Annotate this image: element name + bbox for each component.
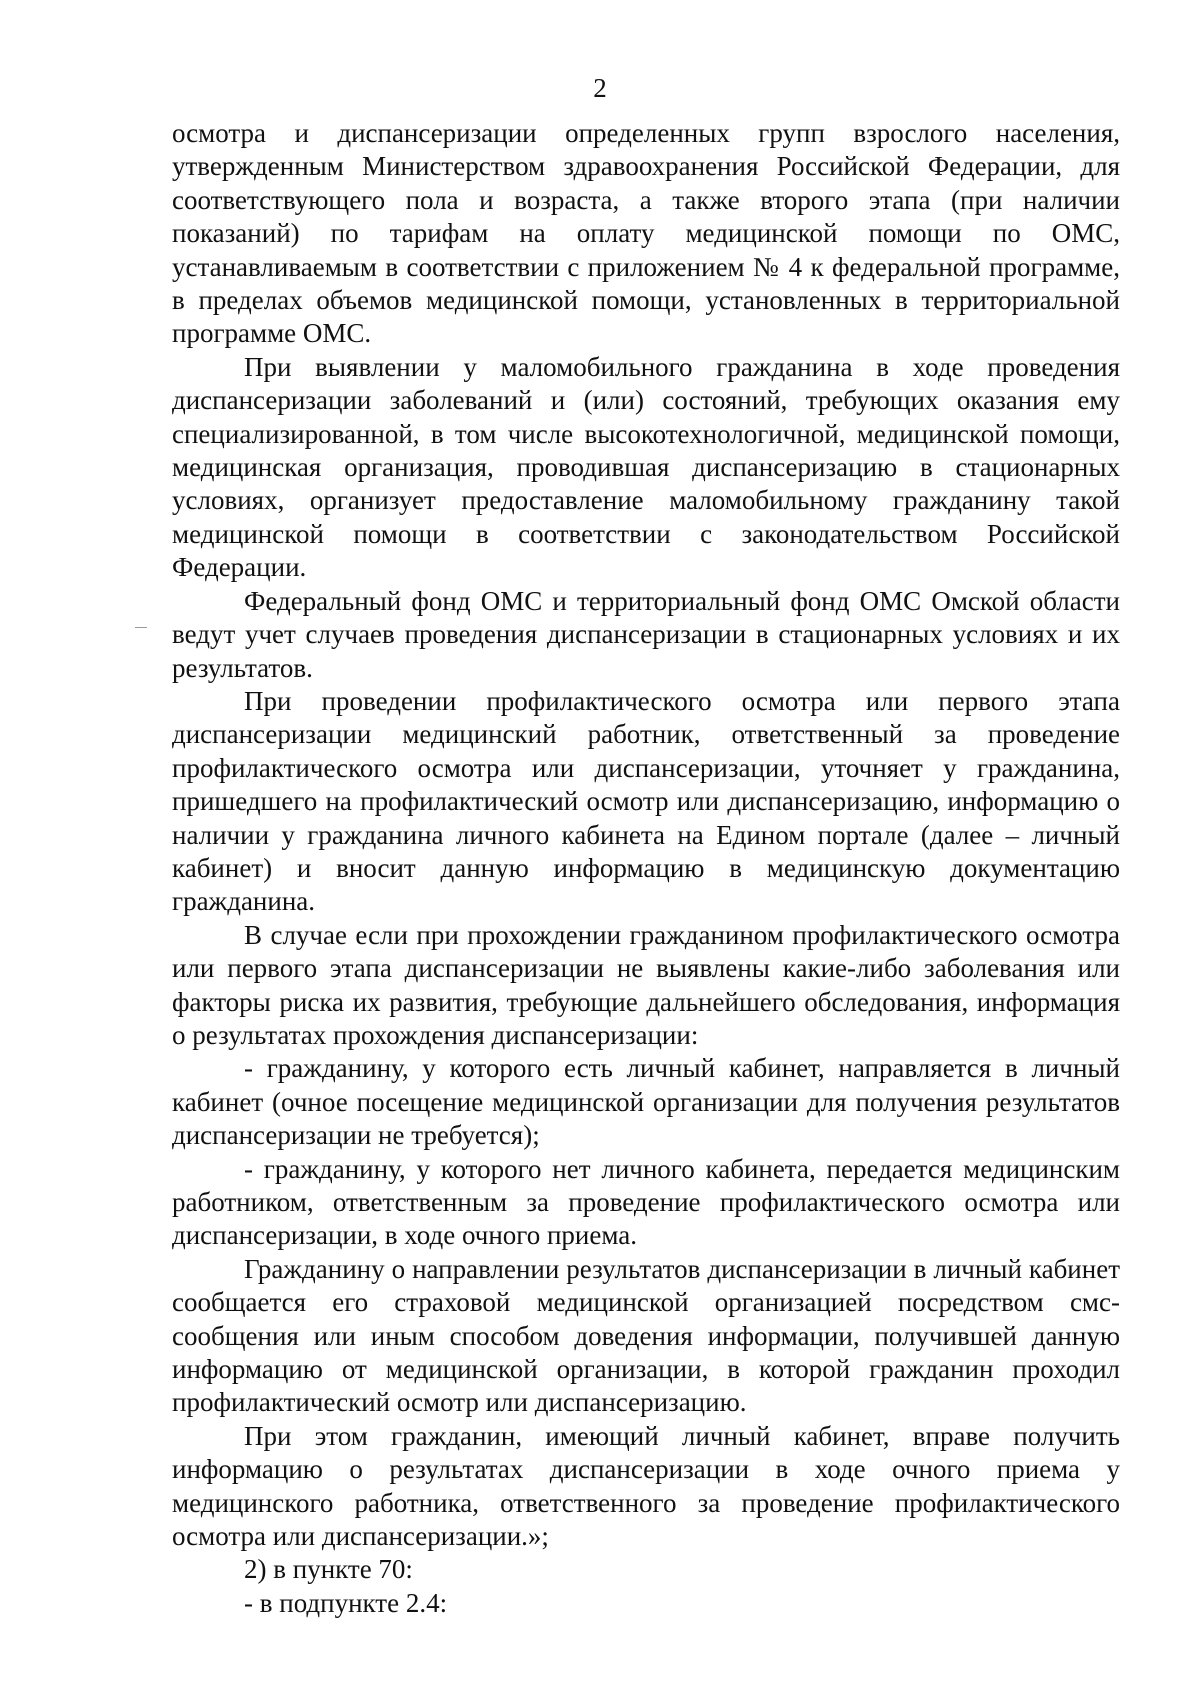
paragraph: При проведении профилактического осмотра или первого этапа диспансеризации медицинский работник, ответственный за проведение профилактического осмотра или диспансеризации, уточняет у гражданина, пришедшего на профилактический осмотр или диспансеризацию, информацию о наличии у гражданина личного кабинета на Едином портале (далее – личный кабинет) и вносит данную информацию в медицинскую документацию гражданина. — [172, 685, 1120, 917]
paragraph: Гражданину о направлении результатов диспансеризации в личный кабинет сообщается его страховой медицинской организацией посредством смс-сообщения или иным способом доведения информации, получившей данную информацию от медицинской организации, в которой гражданин проходил профилактический осмотр или диспансеризацию. — [172, 1253, 1120, 1418]
paragraph-continuation: осмотра и диспансеризации определенных групп взрослого населения, утвержденным Министерством здравоохранения Российской Федерации, для соответствующего пола и возраста, а также второго этапа (при наличии показаний) по тарифам на оплату медицинской помощи по ОМС, устанавливаемым в соответствии с приложением № 4 к федеральной программе, в пределах объемов медицинской помощи, установленных в территориальной программе ОМС. — [172, 118, 1120, 349]
paragraph: Федеральный фонд ОМС и территориальный фонд ОМС Омской области ведут учет случаев проведения диспансеризации в стационарных условиях и их результатов. — [172, 585, 1120, 683]
subclause-item: - в подпункте 2.4: — [244, 1587, 448, 1618]
paragraph: При выявлении у маломобильного гражданина в ходе проведения диспансеризации заболеваний и (или) состояний, требующих оказания ему специализированной, в том числе высокотехнологичной, медицинской помощи, медицинская организация, проводившая диспансеризацию в стационарных условиях, организует предоставление маломобильному гражданину такой медицинской помощи в соответствии с законодательством Российской Федерации. — [172, 351, 1120, 583]
edge-mark — [135, 627, 147, 628]
clause-item: 2) в пункте 70: — [244, 1554, 413, 1585]
page-number: 2 — [593, 73, 607, 103]
list-item: - гражданину, у которого нет личного кабинета, передается медицинским работником, ответственным за проведение профилактического осмотра или диспансеризации, в ходе очного приема. — [172, 1153, 1120, 1251]
list-item: - гражданину, у которого есть личный кабинет, направляется в личный кабинет (очное посещение медицинской организации для получения результатов диспансеризации не требуется); — [172, 1053, 1120, 1151]
paragraph: При этом гражданин, имеющий личный кабинет, вправе получить информацию о результатах диспансеризации в ходе очного приема у медицинского работника, ответственного за проведение профилактического осмотра или диспансеризации.»; — [172, 1420, 1120, 1552]
document-body — [172, 117, 1120, 1620]
paragraph: В случае если при прохождении гражданином профилактического осмотра или первого этапа диспансеризации не выявлены какие-либо заболевания или факторы риска их развития, требующие дальнейшего обследования, информация о результатах прохождения диспансеризации: — [172, 919, 1120, 1050]
